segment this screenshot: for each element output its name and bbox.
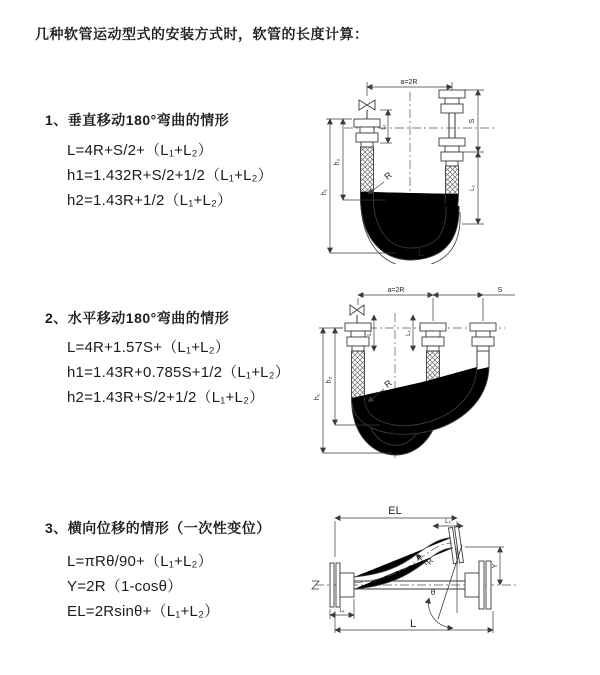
section3-heading: 3、横向位移的情形（一次性变位） xyxy=(45,520,271,536)
dim-l1 xyxy=(380,110,392,143)
label-l2: L₂ xyxy=(445,519,451,525)
braided-hose-right xyxy=(446,166,459,194)
section2-heading: 2、水平移动180°弯曲的情形 xyxy=(45,310,230,326)
section3-formula-L: L=πRθ/90+（L₁+L₂） xyxy=(67,553,213,570)
braided-hose-left xyxy=(352,351,365,398)
label-l2: L₂ xyxy=(470,185,476,191)
section3-formula-Y: Y=2R（1-cosθ） xyxy=(67,578,183,595)
section1-formula-h1: h1=1.432R+S/2+1/2（L₁+L₂） xyxy=(67,167,273,184)
section3-formula-EL: EL=2Rsinθ+（L₁+L₂） xyxy=(67,603,220,620)
label-r: R xyxy=(382,377,394,390)
label-el: EL xyxy=(388,505,402,517)
flange-middle xyxy=(420,323,446,351)
section2-formula-L: L=4R+1.57S+（L₁+L₂） xyxy=(67,339,230,356)
dim-l2 xyxy=(433,519,463,526)
label-a2r: a=2R xyxy=(387,287,405,294)
dim-s xyxy=(463,90,484,152)
flange-right xyxy=(470,323,496,351)
diagram-lateral-displacement xyxy=(305,495,595,653)
label-a2r: a=2R xyxy=(400,79,418,86)
flange-right-upper xyxy=(439,90,465,113)
flange-right xyxy=(465,561,491,609)
label-s: S xyxy=(469,118,476,124)
label-l2: L₂ xyxy=(406,330,412,336)
flange-upper xyxy=(449,527,464,564)
label-r: R xyxy=(382,169,394,182)
label-l: L xyxy=(409,618,417,630)
label-s: S xyxy=(497,287,503,294)
label-y: Y xyxy=(492,563,499,569)
section2-formula-h2: h2=1.43R+S/2+1/2（L₁+L₂） xyxy=(67,389,265,406)
braided-hose-left xyxy=(361,147,374,192)
label-l: L xyxy=(418,247,425,259)
section2-formula-h1: h1=1.43R+0.785S+1/2（L₁+L₂） xyxy=(67,364,290,381)
page-title: 几种软管运动型式的安装方式时，软管的长度计算： xyxy=(35,26,369,42)
hose-u-bend xyxy=(351,367,489,455)
flange-left xyxy=(354,119,380,147)
label-l1: L₁ xyxy=(339,608,345,614)
dim-l2 xyxy=(462,152,484,224)
diagram-horizontal-180-bend xyxy=(300,285,595,465)
section1-heading: 1、垂直移动180°弯曲的情形 xyxy=(45,112,230,128)
diagram-vertical-180-bend xyxy=(300,72,590,264)
flange-right-lower xyxy=(439,138,465,166)
label-r: R xyxy=(424,556,436,567)
flange-left xyxy=(345,323,371,351)
section1-formula-L: L=4R+S/2+（L₁+L₂） xyxy=(67,142,213,159)
valve-icon xyxy=(350,305,364,323)
valve-icon xyxy=(359,100,375,119)
label-l1: L₁ xyxy=(367,330,373,336)
dim-l2 xyxy=(406,315,413,351)
flange-left xyxy=(330,563,354,607)
section1-formula-h2: h2=1.43R+1/2（L₁+L₂） xyxy=(67,192,233,209)
dim-l xyxy=(335,611,493,633)
label-h1: h₁ xyxy=(321,188,328,196)
label-h2: h₂ xyxy=(334,158,341,166)
label-theta: θ xyxy=(430,588,436,597)
label-h2: h₂ xyxy=(326,376,333,384)
dim-span-a2r xyxy=(358,287,515,321)
label-h1: h₁ xyxy=(314,393,321,401)
label-l1: L₁ xyxy=(381,124,387,130)
